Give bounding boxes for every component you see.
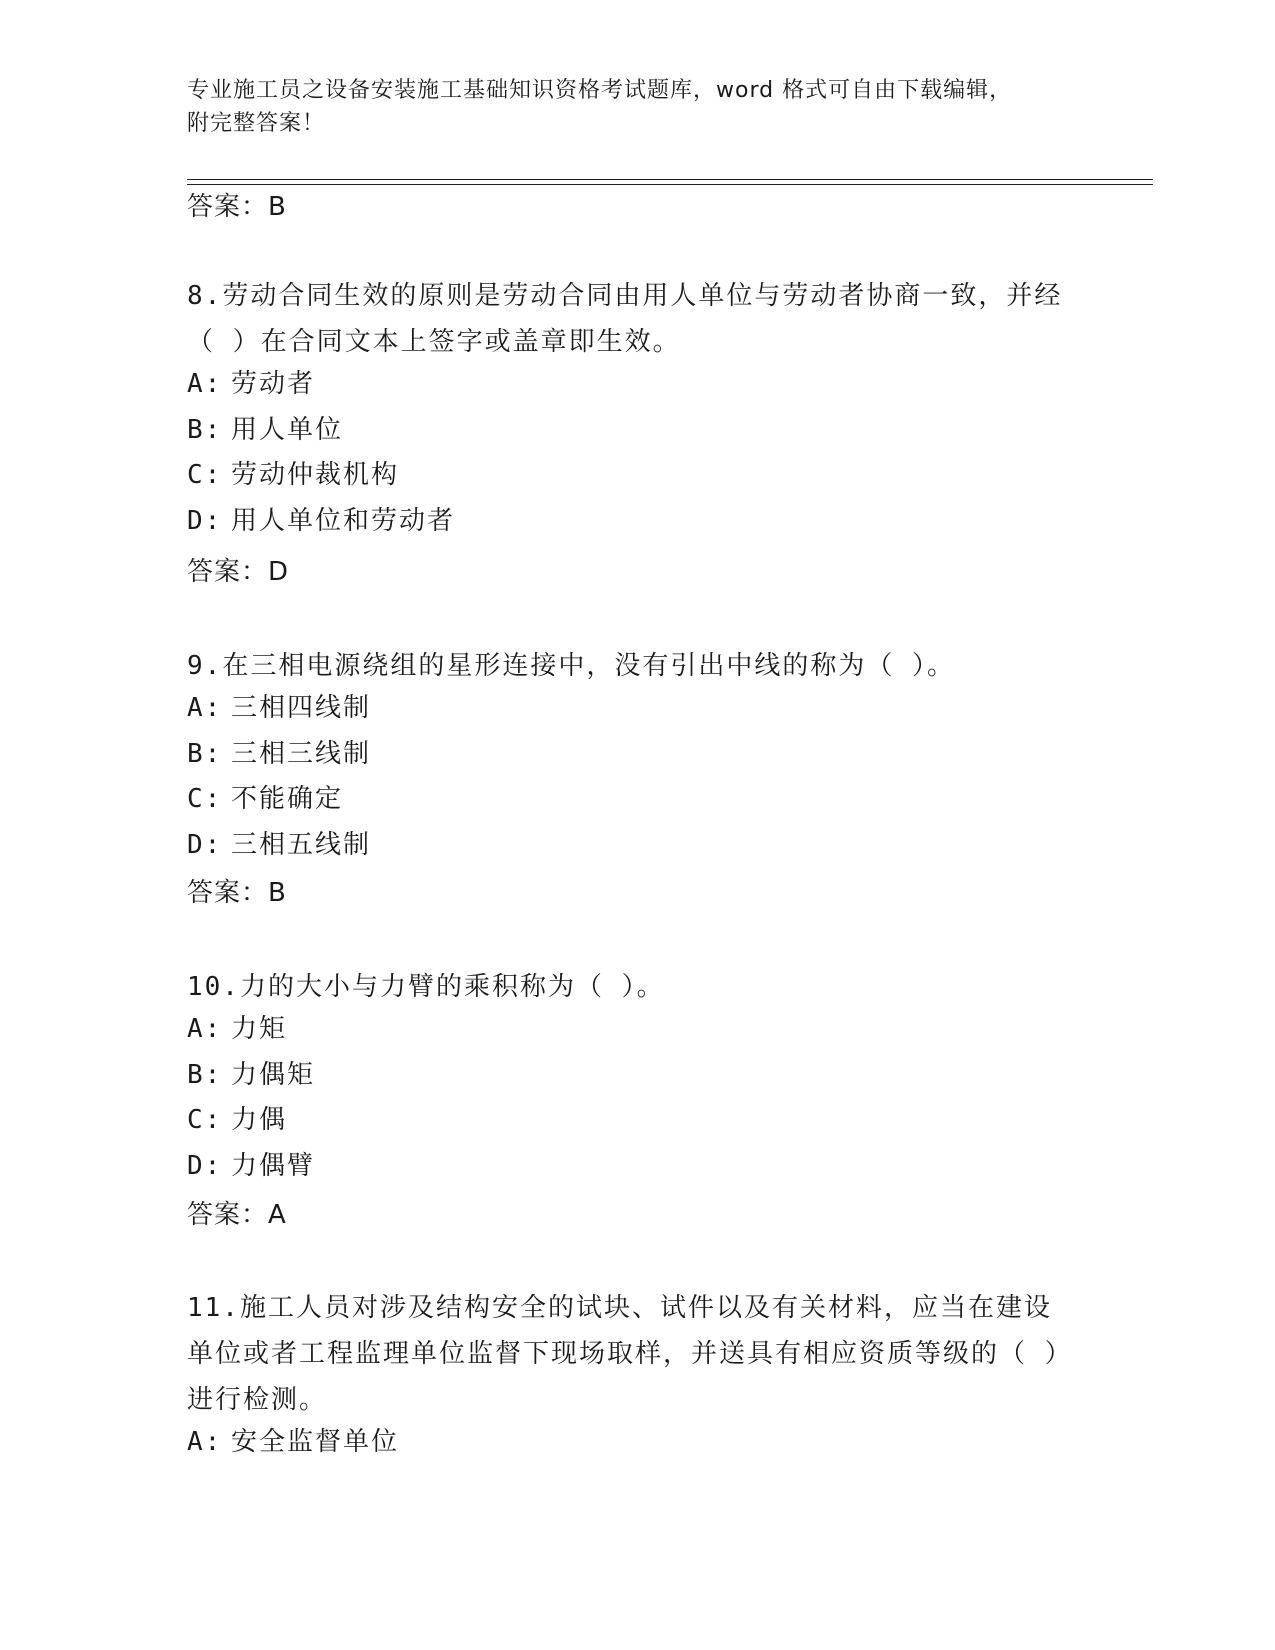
answer-label: 答案： [187,557,269,587]
option-c [187,777,371,823]
option-a [187,362,455,408]
option-letter: B: [187,738,223,769]
option-a [187,1007,315,1053]
question-text: 在三相电源绕组的星形连接中，没有引出中线的称为（ ）。 [222,651,955,681]
option-text: 安全监督单位 [231,1427,400,1457]
option-b [187,732,371,778]
option-letter: D: [187,829,223,860]
option-letter: C: [187,460,223,490]
option-letter: C: [187,1105,223,1135]
question-8-stem [187,273,1077,365]
option-b [187,1053,315,1099]
option-text: 三相五线制 [231,829,372,860]
option-text: 力偶臂 [231,1150,316,1181]
question-9-stem [187,643,1077,689]
header-divider-bottom [187,184,1153,185]
question-text: 力的大小与力臂的乘积称为（ ）。 [239,972,665,1002]
option-text: 力偶 [231,1105,288,1135]
option-text: 用人单位 [231,414,344,445]
option-text: 三相三线制 [231,738,372,769]
question-10-answer [187,1199,287,1231]
option-a [187,686,371,732]
header-note-line-2: 附完整答案！ [187,111,326,136]
question-8-options [187,362,455,544]
question-8-answer [187,556,289,588]
option-letter: B: [187,414,223,445]
option-letter: D: [187,1150,223,1181]
option-d [187,1144,315,1190]
question-11-options [187,1420,399,1466]
question-11-stem [187,1285,1077,1423]
option-letter: A: [187,693,223,723]
option-letter: A: [187,369,223,399]
question-9-answer [187,877,287,909]
option-letter: A: [187,1427,223,1457]
answer-value: B [268,878,287,908]
question-number: 9. [187,651,223,681]
answer-value: A [268,1200,287,1230]
option-letter: B: [187,1059,223,1090]
question-text: 劳动合同生效的原则是劳动合同由用人单位与劳动者协商一致，并经（ ）在合同文本上签字或盖章即生效。 [187,281,1063,357]
option-letter: D: [187,505,223,536]
option-a [187,1420,399,1466]
question-number: 10. [187,972,240,1002]
option-c [187,1098,315,1144]
document-header-note [187,74,1087,140]
option-b [187,408,455,454]
option-letter: A: [187,1014,223,1044]
answer-value: B [268,192,287,222]
question-number: 8. [187,281,223,311]
option-text: 力偶矩 [231,1059,316,1090]
option-c [187,453,455,499]
question-number: 11. [187,1293,240,1323]
header-note-line-1: 专业施工员之设备安装施工基础知识资格考试题库，word 格式可自由下载编辑， [187,78,1013,103]
answer-label: 答案： [187,1200,269,1230]
answer-value: D [268,557,290,587]
option-text: 劳动者 [231,369,316,399]
option-text: 三相四线制 [231,693,372,723]
question-10-stem [187,964,1077,1010]
previous-answer [187,191,287,223]
option-text: 不能确定 [231,784,344,814]
option-letter: C: [187,784,223,814]
answer-label: 答案： [187,192,269,222]
question-9-options [187,686,371,868]
header-divider-top [187,179,1153,180]
option-d [187,499,455,545]
question-10-options [187,1007,315,1189]
option-text: 劳动仲裁机构 [231,460,400,490]
question-text: 施工人员对涉及结构安全的试块、试件以及有关材料，应当在建设单位或者工程监理单位监督下现场取样，并送具有相应资质等级的（ ）进行检测。 [187,1293,1073,1415]
option-d [187,823,371,869]
option-text: 力矩 [231,1014,288,1044]
answer-label: 答案： [187,878,269,908]
option-text: 用人单位和劳动者 [231,505,456,536]
